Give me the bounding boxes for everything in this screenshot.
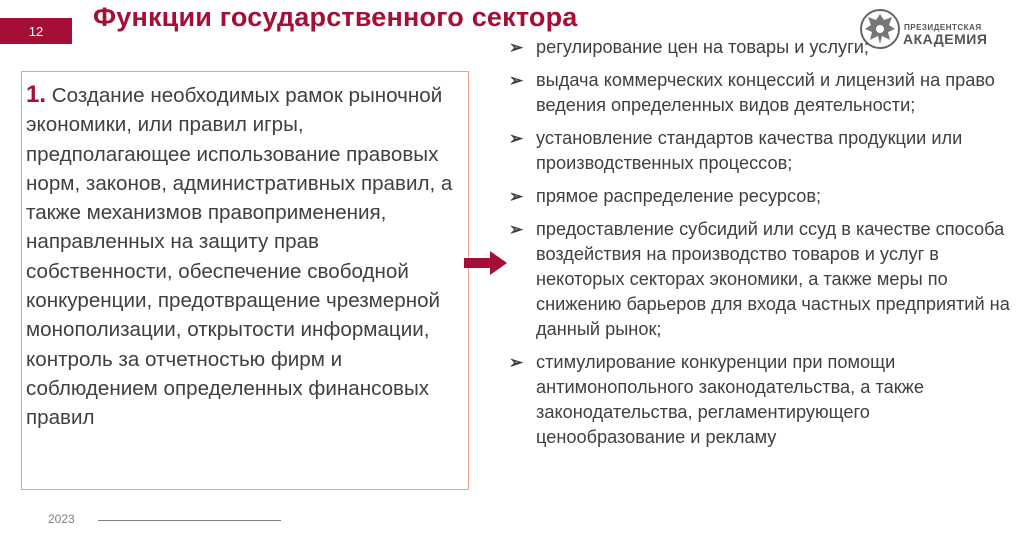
list-item (509, 184, 1019, 209)
list-item (509, 35, 1019, 60)
paragraph-number: 1. (26, 81, 47, 108)
functions-list (509, 35, 1019, 450)
list-item-text: установление стандартов качества продукции или производственных процессов; (536, 128, 963, 173)
list-item-text: предоставление субсидий или ссуд в качестве способа воздействия на производство товаров и услуг в некоторых секторах экономики, а также меры по снижению барьеров для входа частных предприятий на данный рынок; (536, 219, 1010, 339)
framework-paragraph (26, 80, 466, 433)
bullet-arrow-icon: ➢ (509, 220, 524, 239)
bullet-arrow-icon: ➢ (509, 129, 524, 148)
list-item-text: выдача коммерческих концессий и лицензий на право ведения определенных видов деятельности; (536, 70, 995, 115)
list-item-text: регулирование цен на товары и услуги; (536, 37, 869, 57)
list-item (509, 217, 1019, 342)
slide-title: Функции государственного сектора (93, 2, 578, 32)
slide-number: 12 (28, 23, 44, 39)
framework-text-box (21, 71, 469, 490)
paragraph-text: Создание необходимых рамок рыночной экономики, или правил игры, предполагающее использование правовых норм, законов, административных правил, а также механизмов правоприменения, направленных на защиту прав собственности, обеспечение свободной конкуренции, предотвращение чрезмерной монополизации, открытости информации, контроль за отчетностью фирм и соблюдением определенных финансовых правил (26, 84, 453, 430)
arrow-right-icon (464, 250, 508, 276)
list-item-text: прямое распределение ресурсов; (536, 186, 822, 206)
logo-text-top: ПРЕЗИДЕНТСКАЯ (904, 23, 982, 32)
bullet-arrow-icon: ➢ (509, 38, 524, 57)
bullet-arrow-icon: ➢ (509, 187, 524, 206)
slide-number-badge (0, 18, 72, 44)
footer-year: 2023 (48, 512, 75, 526)
list-item (509, 350, 1019, 450)
bullet-arrow-icon: ➢ (509, 71, 524, 90)
list-item (509, 126, 1019, 176)
logo-text-bottom: АКАДЕМИЯ (903, 31, 988, 47)
list-item (509, 68, 1019, 118)
bullet-arrow-icon: ➢ (509, 353, 524, 372)
list-item-text: стимулирование конкуренции при помощи антимонопольного законодательства, а также законодательства, регламентирующего ценообразование и рекламу (536, 352, 924, 447)
footer-divider (98, 520, 281, 521)
